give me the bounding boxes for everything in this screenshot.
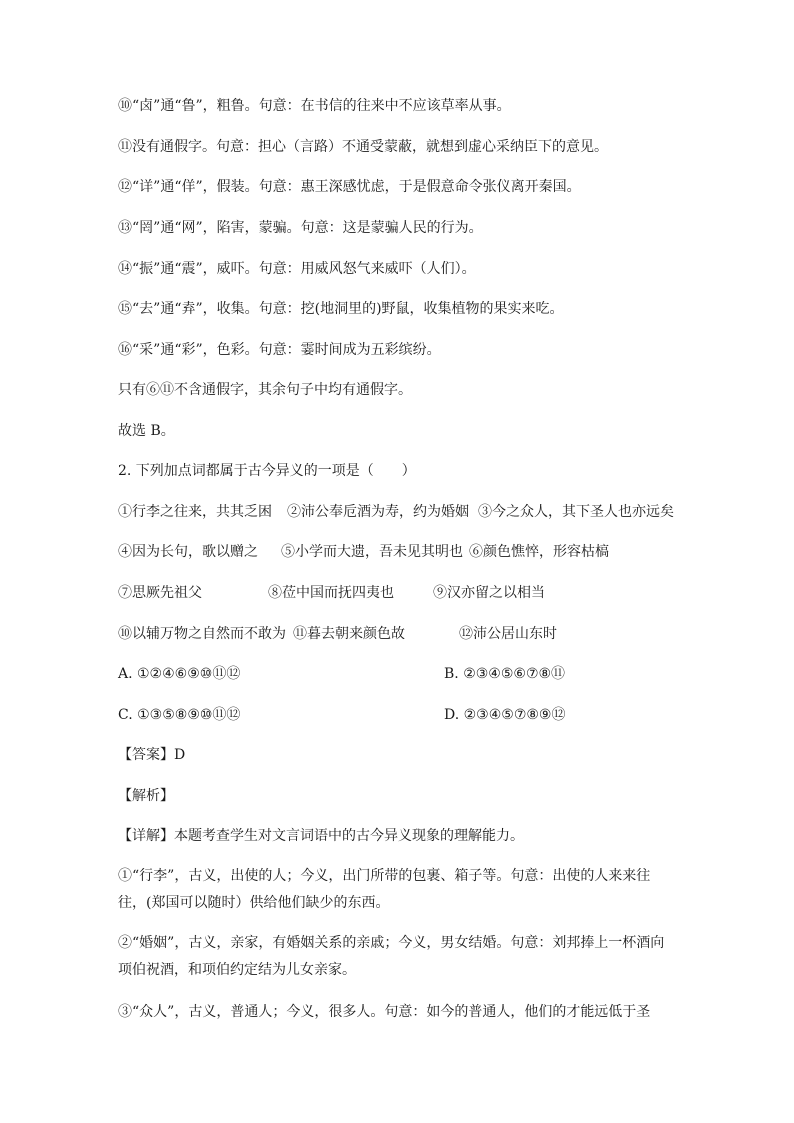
question-item: ⑪暮去朝来颜色故 [293, 626, 405, 642]
note-11: ⑪没有通假字。句意：担心（言路）不通受蒙蔽，就想到虚心采纳臣下的意见。 [118, 139, 608, 155]
question-item: ⑨汉亦留之以相当 [433, 585, 545, 601]
summary-text: 只有⑥⑪不含通假字，其余句子中均有通假字。 [118, 382, 412, 398]
note-16: ⑯“采”通“彩”，色彩。句意：霎时间成为五彩缤纷。 [118, 342, 441, 358]
explanation-2: ②“婚姻”，古义，亲家，有婚姻关系的亲戚；今义，男女结婚。句意：刘邦捧上一杯酒向项伯祝酒，和项伯约定结为儿女亲家。 [118, 935, 665, 978]
question-item: ④因为长句，歌以赠之 [118, 544, 258, 560]
question-item: ①行李之往来，共其乏困 [118, 504, 272, 520]
question-item: ⑧莅中国而抚四夷也 [268, 585, 394, 601]
explanation-1: ①“行李”，古义，出使的人；今义，出门所带的包裹、箱子等。句意：出使的人来来往往，(郑国可以随时）供给他们缺少的东西。 [118, 868, 651, 911]
option-a: A. ①②④⑥⑨⑩⑪⑫ [118, 666, 241, 682]
note-15: ⑮“去”通“弆”，收集。句意：挖(地洞里的)野鼠，收集植物的果实来吃。 [118, 301, 564, 317]
analysis-label: 【解析】 [118, 788, 174, 804]
question-item: ⑦思厥先祖父 [118, 585, 202, 601]
note-13: ⑬“罔”通“网”，陷害，蒙骗。句意：这是蒙骗人民的行为。 [118, 220, 483, 236]
question-item: ⑤小学而大遗，吾未见其明也 [281, 544, 463, 560]
option-b: B. ②③④⑤⑥⑦⑧⑪ [444, 666, 566, 682]
note-10: ⑩“卤”通“鲁”，粗鲁。句意：在书信的往来中不应该草率从事。 [118, 98, 511, 114]
question-item: ⑩以辅万物之自然而不敢为 [118, 626, 286, 642]
question-item: ②沛公奉卮酒为寿，约为婚姻 [287, 504, 469, 520]
note-12: ⑫“详”通“佯”，假装。句意：惠王深感忧虑，于是假意命令张仪离开秦国。 [118, 179, 581, 195]
option-c: C. ①③⑤⑧⑨⑩⑪⑫ [118, 707, 241, 723]
conclusion-text: 故选 B。 [118, 423, 175, 439]
answer-label: 【答案】D [118, 747, 186, 763]
question-item: ③今之众人，其下圣人也亦远矣 [478, 504, 674, 520]
option-d: D. ②③④⑤⑦⑧⑨⑫ [444, 707, 566, 723]
question-stem: 2. 下列加点词都属于古今异义的一项是（ ） [118, 463, 416, 479]
detail-text: 【详解】本题考查学生对文言词语中的古今异义现象的理解能力。 [118, 828, 524, 844]
question-item: ⑫沛公居山东时 [459, 626, 557, 642]
question-item: ⑥颜色憔悴，形容枯槁 [469, 544, 609, 560]
explanation-3: ③“众人”，古义，普通人；今义，很多人。句意：如今的普通人，他们的才能远低于圣 [118, 1004, 651, 1020]
note-14: ⑭“振”通“震”，威吓。句意：用威风怒气来威吓（人们）。 [118, 261, 476, 277]
